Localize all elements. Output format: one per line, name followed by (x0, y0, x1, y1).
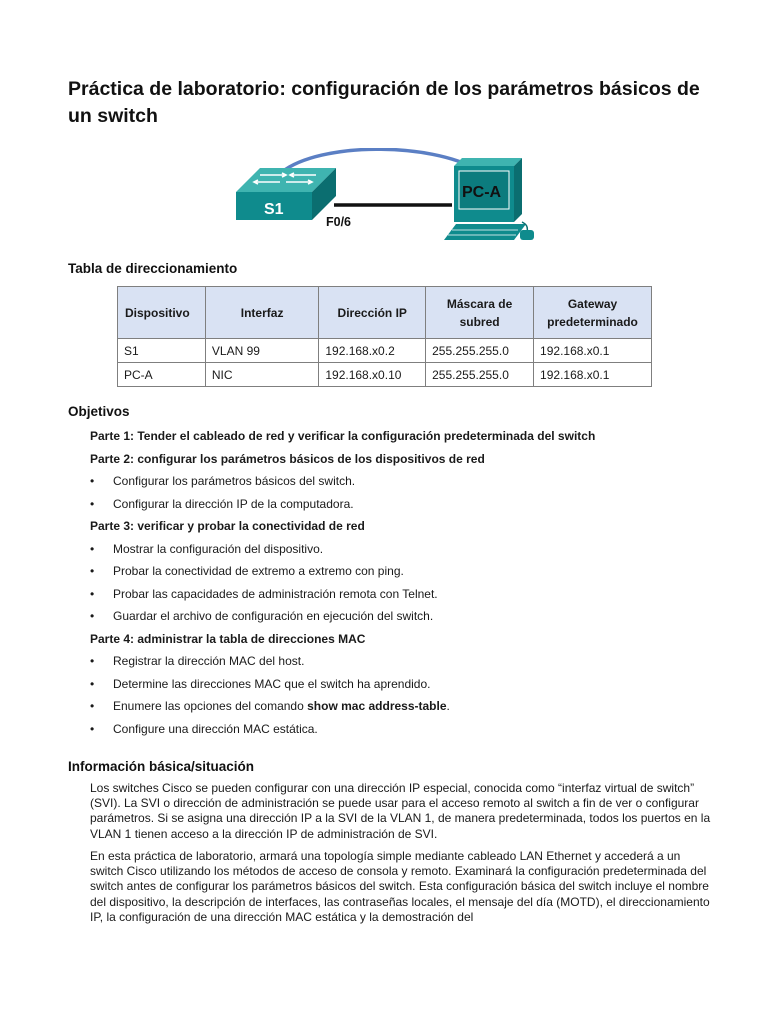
table-header-row (118, 287, 652, 339)
part-2-items (90, 470, 730, 515)
list-item: • Configure una dirección MAC estática. (90, 718, 730, 741)
part-4-items (90, 650, 730, 740)
header-cell: Dispositivo (118, 287, 206, 339)
table-cell: S1 (118, 339, 206, 363)
list-item: • Guardar el archivo de configuración en ejecución del switch. (90, 605, 730, 628)
table-cell: 192.168.x0.1 (534, 339, 652, 363)
page-title: Práctica de laboratorio: configuración de los parámetros básicos de un switch (68, 78, 700, 127)
list-item (90, 695, 730, 718)
list-item: • Determine las direcciones MAC que el switch ha aprendido. (90, 673, 730, 696)
table-row (118, 363, 652, 387)
item-text: . (446, 699, 450, 713)
background-paragraph-2: En esta práctica de laboratorio, armará una topología simple mediante cableado LAN Ethernet y accederá a un switch Cisco utilizando los métodos de acceso de consola y remoto. Examinará la configuración predeterminada del switch antes de configurar los parámetros básicos del switch. Esta configuración básica del switch incluye el nombre del dispositivo, la descripción de interfaces, las contraseñas locales, el mensaje del día (MOTD), el direccionamiento IP, la configuración de una dirección MAC estática y la demostración del (90, 849, 710, 924)
part-3-items (90, 538, 730, 628)
addressing-table (117, 286, 652, 387)
header-text: Máscara de subred (446, 296, 513, 329)
header-cell (426, 287, 534, 339)
objectives-list (90, 425, 730, 740)
table-cell: 192.168.x0.2 (319, 339, 426, 363)
pc-label: PC-A (462, 184, 502, 201)
header-cell (534, 287, 652, 339)
list-item: • Mostrar la configuración del dispositivo. (90, 538, 730, 561)
addressing-heading: Tabla de direccionamiento (68, 261, 238, 276)
port-label: F0/6 (326, 215, 352, 229)
command-text: show mac address-table (307, 699, 447, 713)
item-text: Enumere las opciones del comando (113, 699, 308, 713)
header-text: Gateway predeterminado (547, 296, 638, 329)
table-cell: 255.255.255.0 (426, 339, 534, 363)
objective-part-1: Parte 1: Tender el cableado de red y verificar la configuración predeterminada del switch (90, 429, 596, 443)
switch-label: S1 (264, 201, 284, 218)
list-item: • Configurar los parámetros básicos del switch. (90, 470, 730, 493)
table-cell: NIC (205, 363, 318, 387)
list-item: • Probar la conectividad de extremo a extremo con ping. (90, 560, 730, 583)
switch-s1-icon (236, 168, 336, 220)
table-cell: 192.168.x0.1 (534, 363, 652, 387)
list-item: • Registrar la dirección MAC del host. (90, 650, 730, 673)
header-cell: Dirección IP (319, 287, 426, 339)
table-cell: 192.168.x0.10 (319, 363, 426, 387)
objective-part-3: Parte 3: verificar y probar la conectividad de red (90, 519, 365, 533)
list-item: • Probar las capacidades de administración remota con Telnet. (90, 583, 730, 606)
background-heading: Información básica/situación (68, 759, 255, 774)
objectives-heading: Objetivos (68, 404, 130, 419)
header-cell: Interfaz (205, 287, 318, 339)
list-item: • Configurar la dirección IP de la computadora. (90, 493, 730, 516)
objective-part-2: Parte 2: configurar los parámetros básicos de los dispositivos de red (90, 451, 485, 466)
table-row (118, 339, 652, 363)
background-paragraph-1: Los switches Cisco se pueden configurar con una dirección IP especial, conocida como “interfaz virtual de switch” (SVI). La SVI o dirección de administración se puede usar para el acceso remoto al switch a fin de ver o configurar parámetros. Si se asigna una dirección IP a la SVI de la VLAN 1, de manera predeterminada, todos los puertos en la VLAN 1 tienen acceso a la dirección IP de administración de SVI. (90, 781, 711, 841)
table-cell: PC-A (118, 363, 206, 387)
objective-part-4: Parte 4: administrar la tabla de direcciones MAC (90, 631, 366, 646)
topology-diagram (230, 148, 550, 248)
table-cell: VLAN 99 (205, 339, 318, 363)
table-cell: 255.255.255.0 (426, 363, 534, 387)
